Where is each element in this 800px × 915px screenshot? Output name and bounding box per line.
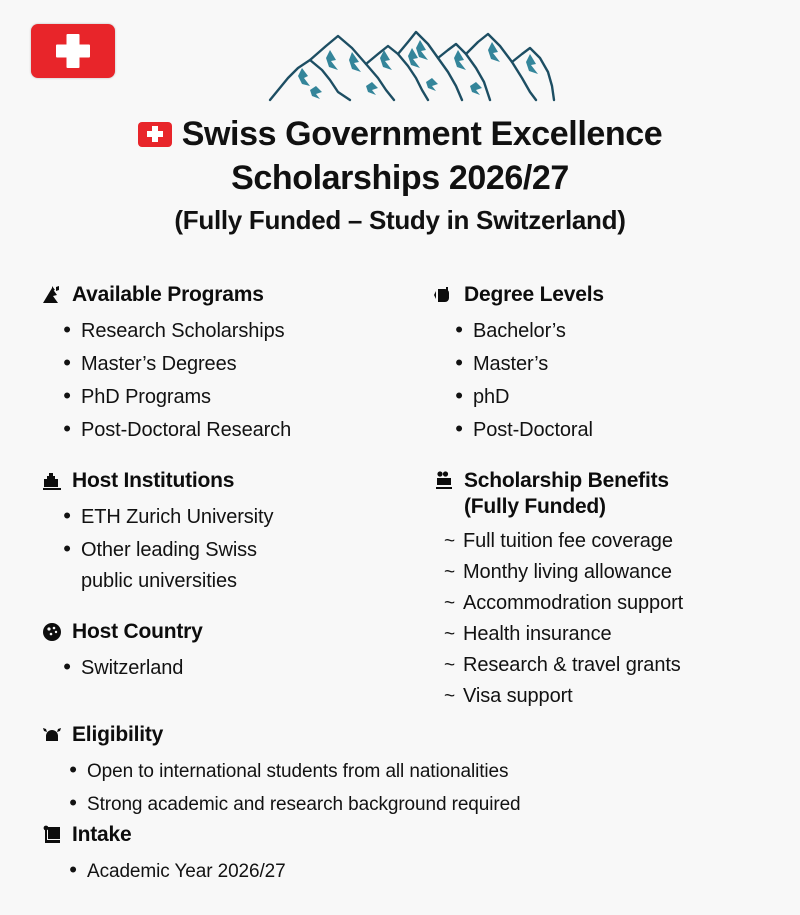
list-item: [432, 314, 792, 347]
bell-icon: [40, 723, 64, 747]
list-item: [40, 754, 760, 787]
list-item-label: Bachelor’s: [473, 320, 566, 342]
section-list: [432, 526, 792, 712]
section-list: [40, 754, 760, 820]
flag-cross-horizontal: [56, 45, 90, 58]
bullet-marker: •: [455, 350, 463, 375]
list-item-label: Health insurance: [463, 623, 612, 645]
section-heading: [432, 282, 792, 308]
list-item-label: Research Scholarships: [81, 320, 285, 342]
bullet-marker: •: [63, 383, 71, 408]
left-column: [40, 282, 410, 706]
title-line-2: Scholarships 2026/27: [231, 159, 569, 197]
mountain-range-icon: [266, 20, 556, 108]
list-item: [432, 588, 792, 619]
bullet-marker: •: [63, 416, 71, 441]
section-list: [432, 314, 792, 446]
list-item-label: Strong academic and research background required: [87, 794, 521, 815]
list-item-label: Post-Doctoral Research: [81, 419, 292, 441]
right-column: [432, 282, 792, 734]
swiss-flag-small-icon: [138, 122, 172, 147]
bottom-sections: [40, 722, 760, 887]
list-item: [432, 681, 792, 712]
list-item: [432, 380, 792, 413]
tilde-marker: ~: [444, 593, 455, 614]
page-title: [0, 112, 800, 236]
bullet-marker: •: [63, 654, 71, 679]
list-item-label: phD: [473, 386, 510, 408]
list-item-label: Open to international students from all nationalities: [87, 761, 509, 782]
section-title: Degree Levels: [464, 283, 604, 306]
list-item-label: PhD Programs: [81, 386, 211, 408]
section-list: [40, 314, 410, 446]
pointing-hand-icon: [432, 283, 456, 307]
tilde-marker: ~: [444, 624, 455, 645]
content-columns: [0, 282, 800, 722]
list-item: [432, 526, 792, 557]
list-item-line1: Other leading Swiss: [81, 539, 257, 561]
list-item-label: Academic Year 2026/27: [87, 861, 286, 882]
tilde-marker: ~: [444, 655, 455, 676]
section-available-programs: [40, 282, 410, 446]
section-title-line2: (Fully Funded): [464, 495, 606, 518]
list-item: [40, 347, 410, 380]
bullet-marker: •: [455, 416, 463, 441]
list-item: [40, 500, 410, 533]
list-item-label: Visa support: [463, 685, 573, 707]
section-title: Eligibility: [72, 723, 164, 746]
title-line-1: [0, 112, 800, 156]
list-item-label: [81, 535, 257, 597]
list-item-line2: public universities: [81, 570, 237, 592]
graduation-cap-icon: [40, 283, 64, 307]
section-degree-levels: [432, 282, 792, 446]
list-item: [40, 651, 410, 684]
globe-icon: [40, 620, 64, 644]
bullet-marker: •: [69, 757, 77, 782]
list-item: [40, 380, 410, 413]
section-list: [40, 500, 410, 597]
header: [0, 0, 800, 262]
section-host-country: [40, 619, 410, 684]
section-title: Host Country: [72, 620, 203, 643]
section-heading: [432, 468, 792, 520]
list-item-label: Accommodration support: [463, 592, 684, 614]
section-heading: [40, 619, 410, 645]
bullet-marker: •: [69, 790, 77, 815]
list-item-label: Research & travel grants: [463, 654, 681, 676]
section-intake: [40, 822, 760, 887]
section-list: [40, 651, 410, 684]
tilde-marker: ~: [444, 531, 455, 552]
list-item-label: Monthy living allowance: [463, 561, 672, 583]
list-item: [432, 650, 792, 681]
section-title: [464, 468, 669, 520]
list-item: [40, 854, 760, 887]
list-item: [40, 413, 410, 446]
list-item-label: Full tuition fee coverage: [463, 530, 673, 552]
list-item-label: ETH Zurich University: [81, 506, 274, 528]
calendar-book-icon: [40, 823, 64, 847]
section-title: Intake: [72, 823, 132, 846]
page-subtitle: (Fully Funded – Study in Switzerland): [174, 205, 626, 235]
list-item: [432, 619, 792, 650]
list-item: [40, 533, 410, 597]
section-eligibility: [40, 722, 760, 820]
list-item: [40, 314, 410, 347]
list-item-label: Master’s: [473, 353, 549, 375]
section-heading: [40, 722, 760, 748]
swiss-flag-icon: [31, 24, 115, 78]
title-text-1: Swiss Government Excellence: [181, 115, 663, 153]
bullet-marker: •: [63, 536, 71, 561]
list-item-label: Switzerland: [81, 657, 184, 679]
tilde-marker: ~: [444, 562, 455, 583]
list-item-label: Master’s Degrees: [81, 353, 237, 375]
list-item-label: Post-Doctoral: [473, 419, 593, 441]
bullet-marker: •: [455, 317, 463, 342]
bullet-marker: •: [69, 857, 77, 882]
bullet-marker: •: [63, 503, 71, 528]
list-item: [40, 787, 760, 820]
list-item: [432, 413, 792, 446]
list-item: [432, 557, 792, 588]
list-item: [432, 347, 792, 380]
section-title-line1: Scholarship Benefits: [464, 469, 669, 492]
money-bag-icon: [432, 469, 456, 493]
section-title: Host Institutions: [72, 469, 235, 492]
section-title: Available Programs: [72, 283, 264, 306]
building-institution-icon: [40, 469, 64, 493]
section-host-institutions: [40, 468, 410, 597]
section-heading: [40, 468, 410, 494]
bullet-marker: •: [63, 350, 71, 375]
section-heading: [40, 282, 410, 308]
section-scholarship-benefits: [432, 468, 792, 712]
section-list: [40, 854, 760, 887]
tilde-marker: ~: [444, 686, 455, 707]
bullet-marker: •: [63, 317, 71, 342]
section-heading: [40, 822, 760, 848]
bullet-marker: •: [455, 383, 463, 408]
